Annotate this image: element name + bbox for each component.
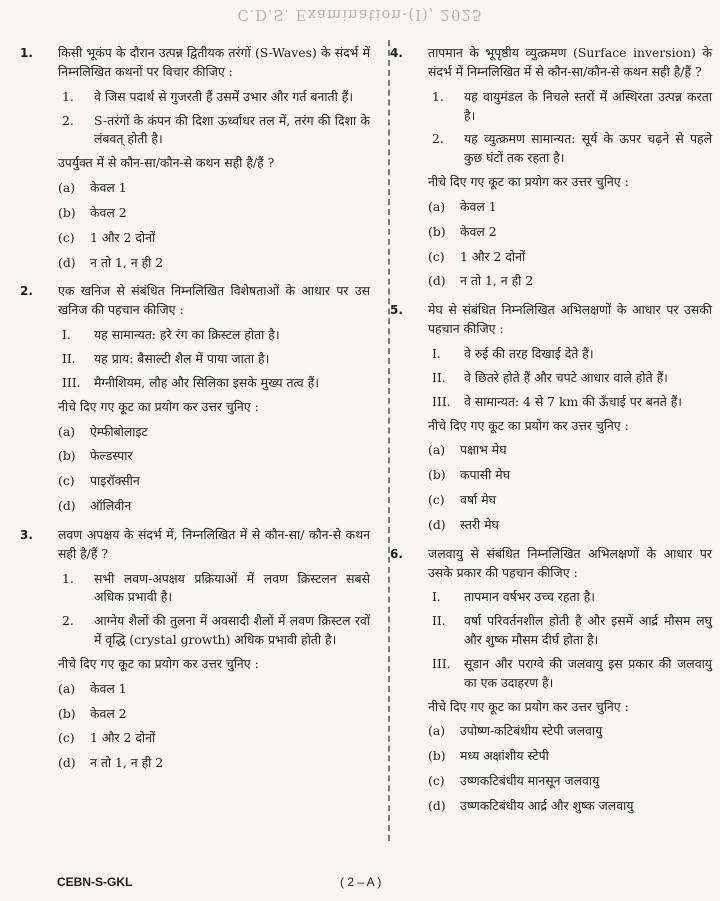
answer-option	[428, 747, 712, 766]
option-label: (b)	[428, 748, 446, 764]
statement-number: III.	[432, 393, 451, 409]
statement-text: वर्षा परिवर्तनशील होती है और इसमें आर्द्र मौसम लघु और शुष्क मौसम दीर्घ होता है।	[464, 613, 712, 648]
option-label: (d)	[428, 516, 446, 532]
statement	[62, 88, 370, 107]
option-label: (a)	[58, 680, 76, 696]
option-label: (d)	[428, 798, 446, 813]
answer-option	[58, 229, 370, 248]
statement	[432, 345, 712, 364]
statement-number: 1.	[62, 88, 74, 104]
statement	[62, 326, 370, 345]
question-stem: एक खनिज से संबंधित निम्नलिखित विशेषताओं के आधार पर उस खनिज की पहचान कीजिए :	[58, 283, 370, 318]
option-text: केवल 2	[460, 223, 497, 239]
answer-option	[58, 497, 370, 516]
statement-number: 2.	[432, 131, 444, 147]
option-text: कपासी मेघ	[460, 467, 511, 483]
option-label: (b)	[58, 705, 76, 721]
option-text: मध्य अक्षांशीय स्टेपी	[460, 748, 549, 764]
statement-number: 1.	[62, 570, 74, 586]
statement-text: तापमान वर्षभर उच्च रहता है।	[464, 589, 595, 605]
statement-number: II.	[432, 369, 446, 385]
statement-text: यह वायुमंडल के निचले स्तरों में अस्थिरता उत्पन्न करता है।	[464, 88, 712, 123]
question-number: 4.	[390, 46, 403, 60]
statement-number: I.	[62, 327, 71, 343]
statement-number: 2.	[62, 112, 74, 128]
question-instruction: नीचे दिए गए कूट का प्रयोग कर उत्तर चुनिए :	[58, 398, 259, 414]
statement-number: II.	[432, 613, 446, 629]
option-label: (d)	[428, 273, 446, 289]
question-instruction: नीचे दिए गए कूट का प्रयोग कर उत्तर चुनिए :	[428, 417, 629, 433]
option-label: (b)	[428, 223, 446, 239]
statement-number: III.	[62, 374, 81, 390]
answer-option	[58, 754, 370, 773]
statement-text: आग्नेय शैलों की तुलना में अवसादी शैलों में लवण क्रिस्टल रवों में वृद्धि (crystal growth) अधिक प्रभावी होती है।	[94, 613, 370, 648]
statement-text: मैग्नीशियम, लौह और सिलिका इसके मुख्य तत्व हैं।	[94, 374, 319, 390]
option-text: पक्षाभ मेघ	[460, 442, 507, 458]
statement-number: I.	[432, 589, 441, 605]
option-label: (a)	[428, 723, 446, 739]
question-stem: किसी भूकंप के दौरान उत्पन्न द्वितीयक तरंगों (S-Waves) के संदर्भ में निम्नलिखित कथनों पर विचार कीजिए :	[58, 45, 370, 79]
option-label: (c)	[428, 492, 445, 508]
question-number: 3.	[20, 527, 33, 542]
statement-number: I.	[432, 345, 441, 361]
answer-option	[58, 254, 370, 273]
answer-option	[428, 797, 712, 816]
page-header: C.D.S. Examination-(I), 2025	[237, 6, 483, 24]
option-text: न तो 1, न ही 2	[460, 273, 534, 289]
option-text: केवल 2	[90, 705, 127, 721]
option-label: (d)	[58, 254, 76, 270]
answer-option	[428, 272, 712, 291]
option-label: (a)	[58, 180, 76, 196]
page-number: ( 2 – A )	[340, 875, 382, 889]
question-stem: लवण अपक्षय के संदर्भ में, निम्नलिखित में से कौन-सा/ कौन-से कथन सही है/हैं ?	[58, 526, 370, 561]
answer-option	[58, 680, 370, 699]
question-number: 6.	[390, 546, 403, 561]
statement-text: सूडान और पराग्वे की जलवायु इस प्रकार की जलवायु का एक उदाहरण है।	[464, 655, 712, 690]
question-instruction: नीचे दिए गए कूट का प्रयोग कर उत्तर चुनिए :	[58, 655, 259, 671]
statement-text: यह व्युत्क्रमण सामान्यत: सूर्य के ऊपर चढ़ने से पहले कुछ घंटों तक रहता है।	[464, 131, 712, 166]
option-text: स्तरी मेघ	[460, 516, 499, 532]
statement	[432, 88, 712, 126]
statement-number: 2.	[62, 613, 74, 629]
option-text: ऑलिवीन	[90, 498, 132, 514]
statement-text: वे रुई की तरह दिखाई देते हैं।	[464, 345, 594, 361]
answer-option	[428, 441, 712, 460]
answer-option	[428, 248, 712, 267]
answer-option	[58, 729, 370, 748]
statement	[62, 612, 370, 650]
right-column	[390, 44, 712, 822]
answer-option	[58, 204, 370, 223]
option-text: केवल 1	[460, 198, 497, 214]
answer-option	[58, 179, 370, 198]
option-text: उपोष्ण-कटिबंधीय स्टेपी जलवायु	[460, 723, 603, 739]
option-label: (c)	[428, 248, 445, 264]
statement	[432, 130, 712, 168]
statement	[432, 588, 712, 607]
option-text: फेल्डस्पार	[90, 448, 133, 464]
statement-text: वे छितरे होते हैं और चपटे आधार वाले होते हैं।	[464, 369, 668, 385]
paper-code: CEBN-S-GKL	[57, 875, 133, 889]
option-text: न तो 1, न ही 2	[90, 755, 164, 771]
answer-option	[58, 472, 370, 491]
statement	[62, 112, 370, 150]
left-column	[20, 44, 370, 779]
statement-text: यह प्राय: बैसाल्टी शैल में पाया जाता है।	[94, 350, 270, 366]
statement	[432, 612, 712, 650]
option-text: केवल 2	[90, 204, 127, 220]
option-text: पाइरॉक्सीन	[90, 473, 140, 489]
answer-option	[428, 491, 712, 510]
statement	[62, 570, 370, 608]
question-stem: तापमान के भूपृष्ठीय व्युत्क्रमण (Surface inversion) के संदर्भ में निम्नलिखित में से कौन-सा/कौन-से कथन सही है/हैं ?	[428, 45, 712, 79]
answer-option	[58, 423, 370, 442]
statement-text: S-तरंगों के कंपन की दिशा ऊर्ध्वाधर तल में, तरंग की दिशा के लंबवत् होती है।	[94, 112, 370, 147]
question-5	[390, 301, 712, 534]
answer-option	[58, 447, 370, 466]
statement	[62, 374, 370, 393]
question-number: 5.	[390, 303, 403, 318]
option-label: (b)	[428, 467, 446, 483]
question-stem: मेघ से संबंधित निम्नलिखित अभिलक्षणों के आधार पर उसकी पहचान कीजिए :	[428, 302, 712, 337]
statement-text: यह सामान्यत: हरे रंग का क्रिस्टल होता है।	[94, 327, 280, 343]
answer-option	[428, 516, 712, 535]
option-label: (c)	[58, 229, 75, 245]
option-label: (c)	[428, 773, 445, 789]
answer-option	[428, 772, 712, 791]
question-number: 2.	[20, 284, 33, 299]
option-label: (c)	[58, 473, 75, 489]
statement-text: वे सामान्यत: 4 से 7 km की ऊँचाई पर बनते हैं।	[464, 393, 682, 409]
statement-text: सभी लवण-अपक्षय प्रक्रियाओं में लवण क्रिस्टलन सबसे अधिक प्रभावी है।	[94, 570, 370, 605]
answer-option	[58, 705, 370, 724]
question-2	[20, 282, 370, 515]
statement-number: II.	[62, 350, 76, 366]
option-text: 1 और 2 दोनों	[90, 229, 156, 245]
statement	[432, 393, 712, 412]
statement-text: वे जिस पदार्थ से गुजरती हैं उसमें उभार और गर्त बनाती हैं।	[94, 88, 354, 104]
answer-option	[428, 466, 712, 485]
option-label: (c)	[58, 730, 75, 746]
option-text: उष्णकटिबंधीय आर्द्र और शुष्क जलवायु	[460, 798, 634, 813]
option-label: (b)	[58, 448, 76, 464]
column-divider	[388, 40, 390, 841]
option-label: (a)	[428, 198, 446, 214]
question-instruction: नीचे दिए गए कूट का प्रयोग कर उत्तर चुनिए :	[428, 698, 629, 714]
option-label: (d)	[58, 755, 76, 771]
question-4	[390, 44, 712, 291]
option-label: (a)	[428, 442, 446, 458]
option-text: 1 और 2 दोनों	[90, 730, 156, 746]
question-instruction: उपर्युक्त में से कौन-सा/कौन-से कथन सही है/हैं ?	[58, 155, 275, 171]
statement	[432, 369, 712, 388]
option-label: (a)	[58, 423, 76, 439]
option-text: केवल 1	[90, 180, 127, 196]
answer-option	[428, 722, 712, 741]
question-instruction: नीचे दिए गए कूट का प्रयोग कर उत्तर चुनिए :	[428, 174, 629, 190]
statement	[432, 655, 712, 693]
option-text: केवल 1	[90, 680, 127, 696]
question-3	[20, 526, 370, 773]
option-text: न तो 1, न ही 2	[90, 254, 164, 270]
statement-number: III.	[432, 655, 451, 671]
option-text: 1 और 2 दोनों	[460, 248, 526, 264]
statement	[62, 350, 370, 369]
option-label: (d)	[58, 498, 76, 514]
question-6	[390, 545, 712, 816]
statement-number: 1.	[432, 88, 444, 104]
option-text: उष्णकटिबंधीय मानसून जलवायु	[460, 773, 600, 789]
answer-option	[428, 198, 712, 217]
option-text: ऐम्फीबोलाइट	[90, 423, 148, 439]
question-number: 1.	[20, 46, 33, 60]
question-stem: जलवायु से संबंधित निम्नलिखित अभिलक्षणों के आधार पर उसके प्रकार की पहचान कीजिए :	[428, 545, 712, 580]
question-1	[20, 44, 370, 272]
answer-option	[428, 223, 712, 242]
option-label: (b)	[58, 204, 76, 220]
option-text: वर्षा मेघ	[460, 492, 496, 508]
